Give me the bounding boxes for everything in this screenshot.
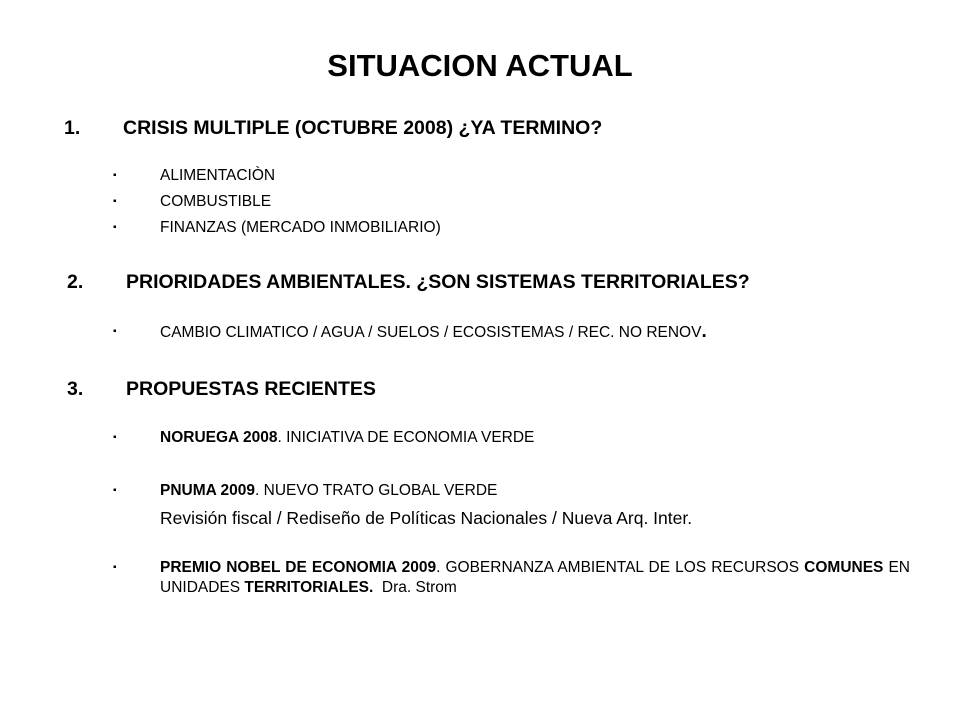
bullet-icon: ▪ <box>113 196 117 207</box>
list-item-text: CAMBIO CLIMATICO / AGUA / SUELOS / ECOSISTEMAS / REC. NO RENOV. <box>160 321 707 342</box>
bullet-icon: ▪ <box>113 432 117 443</box>
list-item-text: FINANZAS (MERCADO INMOBILIARIO) <box>160 219 441 236</box>
list-item-text: NORUEGA 2008. INICIATIVA DE ECONOMIA VERDE <box>160 429 535 446</box>
list-item-text: ALIMENTACIÒN <box>160 167 276 184</box>
bullet-icon: ▪ <box>113 562 117 573</box>
list-item-text: PREMIO NOBEL DE ECONOMIA 2009. GOBERNANZA AMBIENTAL DE LOS RECURSOS COMUNES EN UNIDADES TERRITORIALES. Dra. Strom <box>160 559 910 596</box>
bullet-icon: ▪ <box>113 222 117 233</box>
list-item-text: COMBUSTIBLE <box>160 193 272 210</box>
bullet-icon: ▪ <box>113 326 117 337</box>
bullet-icon: ▪ <box>113 485 117 496</box>
section-2-title: PRIORIDADES AMBIENTALES. ¿SON SISTEMAS TERRITORIALES? <box>126 271 750 293</box>
section-1-title: CRISIS MULTIPLE (OCTUBRE 2008) ¿YA TERMINO? <box>123 117 603 139</box>
list-item-subline: Revisión fiscal / Rediseño de Políticas Nacionales / Nueva Arq. Inter. <box>160 508 693 528</box>
section-3-title: PROPUESTAS RECIENTES <box>126 378 376 400</box>
section-3-number: 3. <box>67 378 84 400</box>
list-item-text: PNUMA 2009. NUEVO TRATO GLOBAL VERDE <box>160 482 498 499</box>
section-1-number: 1. <box>64 117 81 139</box>
slide-title: SITUACION ACTUAL <box>327 48 633 83</box>
bullet-icon: ▪ <box>113 170 117 181</box>
list-item <box>113 558 913 600</box>
section-2-number: 2. <box>67 271 84 293</box>
